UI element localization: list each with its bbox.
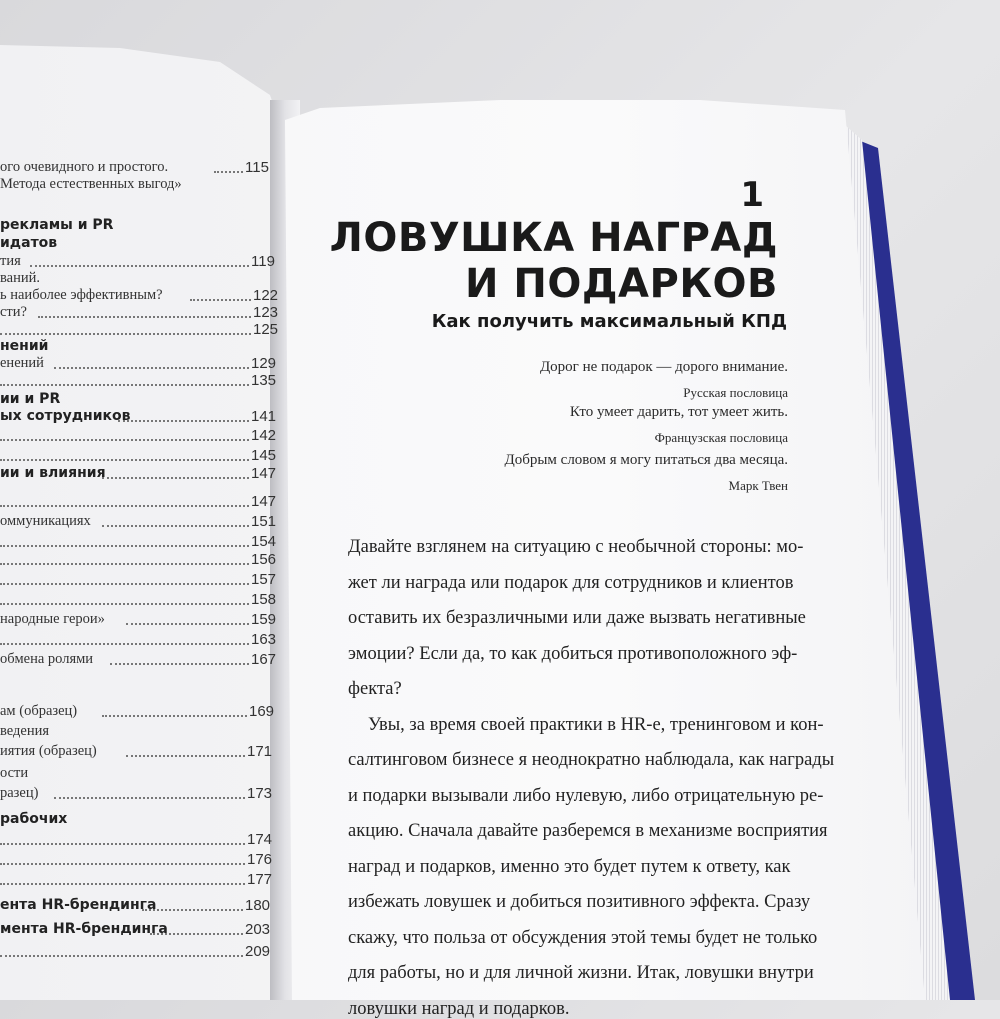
toc-leader-dots — [0, 583, 249, 585]
body-text-line: ловушки наград и подарков. — [348, 998, 570, 1019]
toc-page-number: 154 — [251, 533, 277, 550]
body-text-line: Увы, за время своей практики в HR-е, тренинговом и кон- — [368, 714, 824, 735]
toc-page-number: 158 — [251, 591, 277, 608]
toc-page-number: 135 — [251, 372, 277, 389]
toc-entry-text: тия — [0, 253, 21, 269]
body-text-line: салтинговом бизнесе я неоднократно наблюдала, как награды — [348, 750, 835, 770]
toc-entry-text: ого очевидного и простого. — [0, 159, 169, 175]
body-text-line: Давайте взглянем на ситуацию с необычной стороны: мо- — [348, 537, 804, 557]
toc-page-number: 159 — [251, 611, 277, 628]
toc-entry-text: идатов — [0, 235, 58, 251]
epigraph-quote: Добрым словом я могу питаться два месяца. — [504, 452, 788, 468]
toc-leader-dots — [214, 171, 243, 173]
toc-page-number: 145 — [251, 447, 277, 464]
toc-page-number: 176 — [247, 851, 273, 868]
epigraph-source: Русская пословица — [683, 385, 788, 400]
toc-leader-dots — [0, 459, 249, 461]
body-text-line: скажу, что польза от обсуждения этой темы будет не только — [348, 927, 818, 948]
epigraph-source: Марк Твен — [728, 478, 788, 493]
toc-leader-dots — [0, 563, 249, 565]
toc-page-number: 123 — [253, 304, 279, 321]
toc-page-number: 115 — [245, 159, 269, 176]
toc-leader-dots — [54, 797, 245, 799]
toc-leader-dots — [126, 623, 249, 625]
toc-entry-text: ам (образец) — [0, 703, 78, 719]
toc-page-number: 167 — [251, 651, 277, 668]
toc-page-number: 125 — [253, 321, 279, 338]
toc-page-number: 209 — [245, 943, 271, 960]
toc-page-number: 147 — [251, 465, 277, 482]
toc-page-number: 171 — [247, 743, 273, 760]
toc-entry-text: ости — [0, 765, 29, 781]
body-text-line: жет ли награда или подарок для сотрудников и клиентов — [348, 572, 794, 593]
toc-entry-text: рекламы и PR — [0, 217, 114, 233]
chapter-title-line-1: ЛОВУШКА НАГРАД — [329, 215, 778, 261]
toc-entry-text: ых сотрудников — [0, 408, 131, 424]
toc-leader-dots — [30, 265, 249, 267]
toc-entry-text: ведения — [0, 723, 50, 739]
toc-leader-dots — [0, 843, 245, 845]
toc-entry-text: оммуникациях — [0, 513, 91, 529]
epigraph-source: Французская пословица — [654, 430, 788, 445]
toc-leader-dots — [0, 439, 249, 441]
toc-page-number: 151 — [251, 513, 277, 530]
toc-entry-text: мента HR-брендинга — [0, 921, 168, 937]
toc-page-number: 203 — [245, 921, 271, 938]
toc-page-number: 177 — [247, 871, 273, 888]
toc-page-number: 163 — [251, 631, 277, 648]
toc-leader-dots — [118, 420, 249, 422]
toc-page-number: 156 — [251, 551, 277, 568]
toc-leader-dots — [0, 863, 245, 865]
toc-entry-text: ии и влияния — [0, 465, 106, 481]
body-text-line: оставить их безразличными или даже вызвать негативные — [348, 608, 806, 628]
toc-entry-text: сти? — [0, 304, 27, 320]
toc-leader-dots — [190, 299, 251, 301]
toc-page-number: 142 — [251, 427, 277, 444]
chapter-number: 1 — [740, 175, 764, 215]
body-text-line: избежать ловушек и добиться позитивного эффекта. Сразу — [348, 892, 811, 912]
toc-leader-dots — [0, 545, 249, 547]
toc-leader-dots — [54, 367, 249, 369]
body-text-line: наград и подарков, именно это будет путем к ответу, как — [348, 856, 791, 877]
chapter-title-line-2: И ПОДАРКОВ — [465, 261, 778, 307]
toc-leader-dots — [0, 883, 245, 885]
toc-entry-text: разец) — [0, 785, 39, 801]
toc-page-number: 122 — [253, 287, 279, 304]
chapter-subtitle: Как получить максимальный КПД — [431, 311, 787, 332]
body-text-line: акцию. Сначала давайте разберемся в механизме восприятия — [348, 821, 828, 841]
toc-entry-text: ии и PR — [0, 391, 61, 407]
toc-leader-dots — [38, 316, 251, 318]
toc-page-number: 119 — [251, 253, 275, 270]
toc-leader-dots — [110, 663, 249, 665]
toc-leader-dots — [0, 384, 249, 386]
toc-entry-text: ваний. — [0, 270, 40, 286]
toc-leader-dots — [126, 755, 245, 757]
epigraph-quote: Дорог не подарок — дорого внимание. — [539, 359, 788, 375]
toc-leader-dots — [102, 525, 249, 527]
toc-page-number: 169 — [249, 703, 275, 720]
toc-page-number: 174 — [247, 831, 273, 848]
toc-leader-dots — [150, 933, 243, 935]
toc-page-number: 173 — [247, 785, 273, 802]
body-text-line: эмоции? Если да, то как добиться противоположного эф- — [348, 643, 798, 664]
toc-entry-text: нений — [0, 338, 49, 354]
epigraph-quote: Кто умеет дарить, тот умеет жить. — [569, 404, 788, 420]
toc-page-number: 147 — [251, 493, 277, 510]
toc-entry-text: енений — [0, 355, 44, 371]
body-text-line: для работы, но и для личной жизни. Итак, ловушки внутри — [348, 963, 814, 983]
toc-leader-dots — [142, 909, 243, 911]
toc-entry-text: иятия (образец) — [0, 743, 97, 759]
toc-page-number: 129 — [251, 355, 277, 372]
toc-page-number: 157 — [251, 571, 277, 588]
toc-entry-text: ь наиболее эффективным? — [0, 287, 163, 303]
toc-entry-text: рабочих — [0, 811, 68, 827]
toc-page-number: 141 — [251, 408, 277, 425]
toc-leader-dots — [102, 715, 247, 717]
toc-leader-dots — [0, 955, 243, 957]
toc-leader-dots — [0, 333, 251, 335]
toc-leader-dots — [102, 477, 249, 479]
toc-leader-dots — [0, 603, 249, 605]
toc-entry-text: Метода естественных выгод» — [0, 176, 182, 192]
toc-entry-text: ента HR-брендинга — [0, 897, 157, 913]
toc-entry-text: обмена ролями — [0, 651, 94, 667]
toc-entry-text: народные герои» — [0, 611, 105, 627]
toc-leader-dots — [0, 505, 249, 507]
toc-page-number: 180 — [245, 897, 271, 914]
toc-leader-dots — [0, 643, 249, 645]
body-text-line: и подарки вызывали либо нулевую, либо отрицательную ре- — [348, 785, 824, 806]
body-text-line: фекта? — [348, 679, 402, 699]
